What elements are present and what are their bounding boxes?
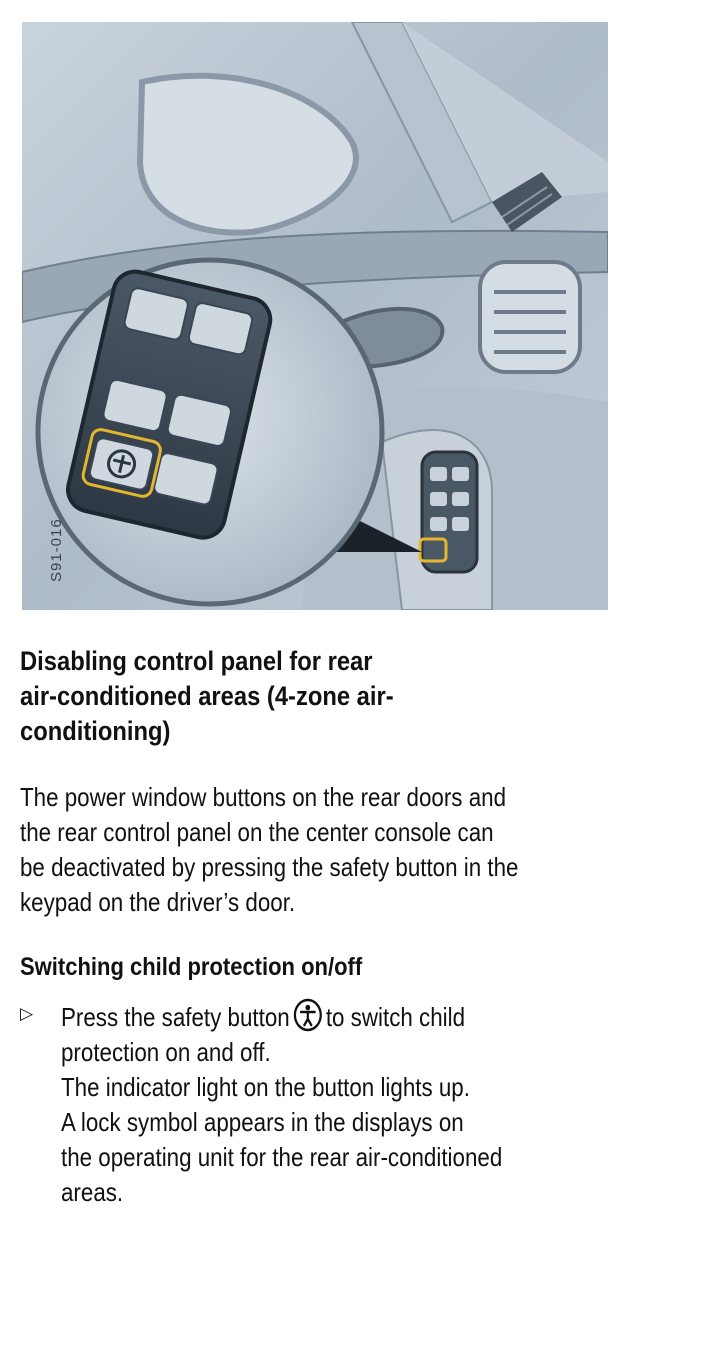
section-title-line: air-conditioned areas (4-zone air- <box>20 681 394 711</box>
door-panel-illustration <box>22 22 608 610</box>
step-line: protection on and off. <box>61 1037 271 1067</box>
step-before-icon: Press the safety button <box>61 1002 290 1032</box>
step-text <box>61 998 502 1210</box>
section-title <box>20 644 478 749</box>
triangle-bullet-icon: ▷ <box>20 1004 34 1023</box>
door-panel-svg <box>22 22 608 610</box>
section-title-line: Disabling control panel for rear <box>20 646 373 676</box>
step-line: areas. <box>61 1177 124 1207</box>
figure-code: S91-016 <box>48 518 65 582</box>
child-safety-icon <box>293 998 322 1032</box>
step-after-icon: to switch child <box>325 1002 466 1032</box>
subsection-heading: Switching child protection on/off <box>20 953 363 981</box>
step-line: The indicator light on the button lights up. <box>61 1072 470 1102</box>
step-line: the operating unit for the rear air-conditioned <box>61 1142 503 1172</box>
paragraph-line: the rear control panel on the center console can <box>20 817 494 847</box>
section-title-line: conditioning) <box>20 716 171 746</box>
paragraph-line: The power window buttons on the rear doors and <box>20 782 507 812</box>
intro-paragraph <box>20 780 518 920</box>
step-first-line <box>61 998 502 1035</box>
paragraph-line: be deactivated by pressing the safety button in the <box>20 852 519 882</box>
step-line: A lock symbol appears in the displays on <box>61 1107 464 1137</box>
paragraph-line: keypad on the driver’s door. <box>20 887 296 917</box>
